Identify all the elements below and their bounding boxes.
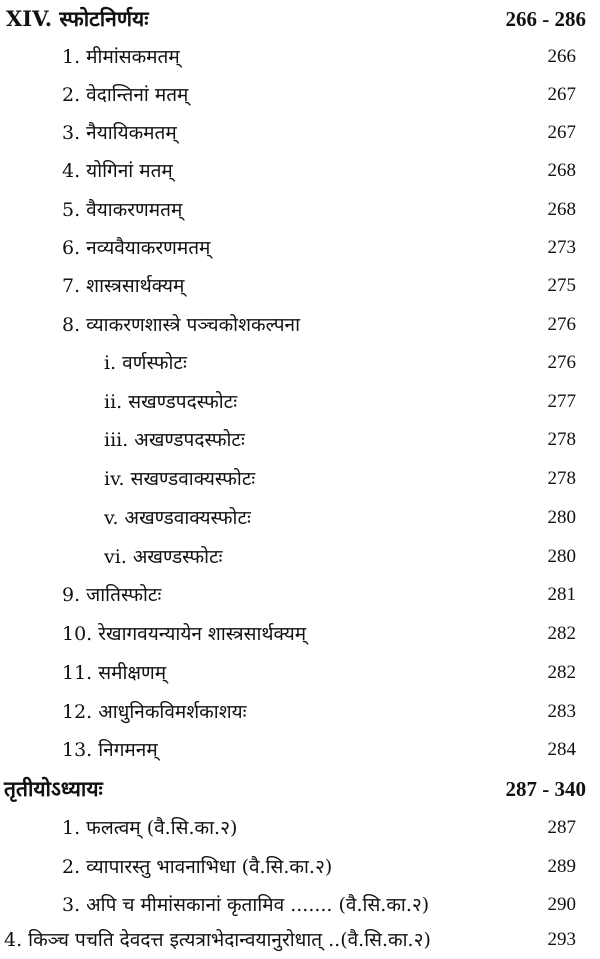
toc-entry-label: 9. जातिस्फोटः (62, 584, 162, 606)
toc-entry (0, 615, 600, 653)
toc-entry-label: 2. वेदान्तिनां मतम् (62, 84, 189, 106)
toc-entry (0, 921, 600, 959)
toc-entry-page: 283 (547, 701, 576, 722)
toc-heading-label: XIV. स्फोटनिर्णयः (6, 6, 149, 31)
toc-subentry-label: i. वर्णस्फोटः (104, 352, 187, 374)
toc-entry (0, 38, 600, 76)
toc-entry-label: 1. मीमांसकमतम् (62, 46, 180, 68)
toc-subentry-page: 277 (547, 391, 576, 412)
toc-entry-label: 3. नैयायिकमतम् (62, 122, 177, 144)
toc-subentry (0, 383, 600, 421)
toc-entry (0, 886, 600, 924)
toc-entry-label: 4. योगिनां मतम् (62, 160, 173, 182)
toc-entry-page: 290 (547, 894, 576, 915)
toc-entry-page: 267 (547, 122, 576, 143)
toc-subentry (0, 499, 600, 537)
toc-entry-page: 282 (547, 662, 576, 683)
toc-page-range: 287 - 340 (505, 777, 586, 801)
toc-subentry-page: 280 (547, 546, 576, 567)
toc-entry-page: 268 (547, 199, 576, 220)
toc-entry-label: 6. नव्यवैयाकरणमतम् (62, 237, 211, 259)
toc-subentry-page: 280 (547, 507, 576, 528)
toc-subentry-label: iv. सखण्डवाक्यस्फोटः (104, 468, 256, 490)
toc-entry-label: 11. समीक्षणम् (62, 662, 167, 684)
toc-entry-label: 5. वैयाकरणमतम् (62, 199, 183, 221)
toc-entry-page: 276 (547, 314, 576, 335)
toc-entry (0, 693, 600, 731)
toc-subentry (0, 344, 600, 382)
toc-subentry (0, 421, 600, 459)
toc-entry-page: 293 (547, 929, 576, 950)
toc-entry (0, 191, 600, 229)
toc-page-range: 266 - 286 (505, 7, 586, 31)
toc-entry (0, 306, 600, 344)
toc-entry (0, 809, 600, 847)
toc-entry-label: 8. व्याकरणशास्त्रे पञ्चकोशकल्पना (62, 314, 301, 336)
toc-entry-label: 2. व्यापारस्तु भावनाभिधा (वै.सि.का.२) (62, 856, 333, 878)
toc-entry (0, 229, 600, 267)
toc-entry (0, 576, 600, 614)
toc-subentry-label: ii. सखण्डपदस्फोटः (104, 391, 238, 413)
toc-heading-chapter-xiv (0, 0, 600, 38)
toc-entry-label: 10. रेखागवयन्यायेन शास्त्रसार्थक्यम् (62, 623, 307, 645)
toc-entry-page: 267 (547, 84, 576, 105)
toc-subentry-page: 278 (547, 468, 576, 489)
toc-entry-label: 3. अपि च मीमांसकानां कृतामिव ....... (वै.सि.का.२) (62, 894, 430, 916)
toc-entry (0, 267, 600, 305)
toc-heading-label: तृतीयोऽध्यायः (4, 776, 103, 801)
toc-subentry-page: 276 (547, 352, 576, 373)
toc-entry-page: 275 (547, 275, 576, 296)
toc-subentry (0, 538, 600, 576)
toc-entry (0, 654, 600, 692)
toc-entry-label: 4. किञ्च पचति देवदत्त इत्यत्राभेदान्वयानुरोधात् ..(वै.सि.का.२) (4, 929, 431, 951)
toc-entry-page: 284 (547, 739, 576, 760)
toc-entry-label: 7. शास्त्रसार्थक्यम् (62, 275, 185, 297)
toc-entry-page: 287 (547, 817, 576, 838)
toc-entry (0, 114, 600, 152)
toc-entry (0, 76, 600, 114)
toc-entry-label: 1. फलत्वम् (वै.सि.का.२) (62, 817, 238, 839)
toc-subentry-page: 278 (547, 429, 576, 450)
toc-entry (0, 731, 600, 769)
toc-heading-third-chapter (0, 770, 600, 808)
toc-entry-page: 282 (547, 623, 576, 644)
toc-entry-label: 12. आधुनिकविमर्शकाशयः (62, 701, 247, 723)
toc-entry (0, 152, 600, 190)
toc-entry (0, 848, 600, 886)
toc-entry-page: 289 (547, 856, 576, 877)
toc-entry-page: 268 (547, 160, 576, 181)
toc-entry-label: 13. निगमनम् (62, 739, 158, 761)
toc-entry-page: 266 (547, 46, 576, 67)
toc-subentry-label: iii. अखण्डपदस्फोटः (104, 429, 245, 451)
toc-subentry-label: v. अखण्डवाक्यस्फोटः (104, 507, 251, 529)
toc-entry-page: 273 (547, 237, 576, 258)
toc-entry-page: 281 (547, 584, 576, 605)
toc-subentry-label: vi. अखण्डस्फोटः (104, 546, 223, 568)
toc-subentry (0, 460, 600, 498)
